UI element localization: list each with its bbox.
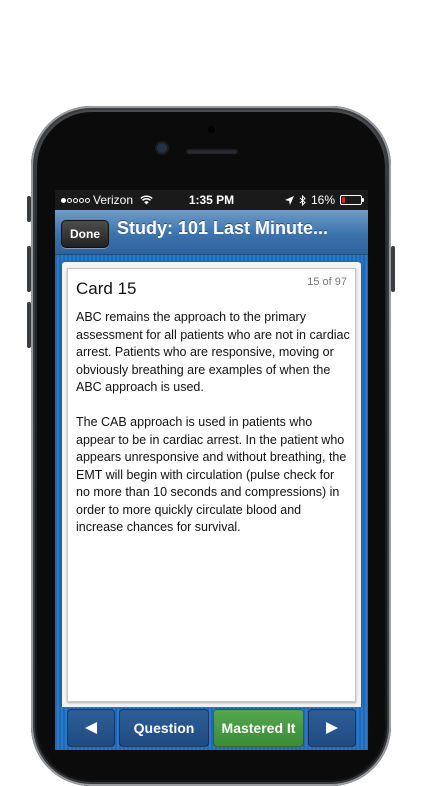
volume-up-button bbox=[27, 246, 31, 292]
left-arrow-icon bbox=[85, 722, 97, 734]
battery-icon bbox=[340, 195, 362, 205]
previous-card-button[interactable] bbox=[67, 709, 115, 747]
next-card-button[interactable] bbox=[308, 709, 356, 747]
mute-switch bbox=[27, 196, 31, 222]
mastered-it-button[interactable]: Mastered It bbox=[213, 709, 304, 747]
bottom-toolbar bbox=[55, 707, 368, 750]
answer-paragraph: ABC remains the approach to the primary assessment for all patients who are not in cardiac arrest. Patients who are responsive, moving or obviously breathing are examples of when the ABC approach is used. bbox=[76, 310, 350, 394]
front-camera bbox=[157, 143, 167, 153]
proximity-sensor bbox=[208, 126, 215, 133]
done-button[interactable]: Done bbox=[61, 220, 109, 248]
right-arrow-icon bbox=[326, 722, 338, 734]
navigation-bar bbox=[55, 210, 368, 255]
earpiece-speaker bbox=[186, 148, 238, 154]
card-title: Card 15 bbox=[76, 279, 137, 298]
status-bar bbox=[55, 190, 368, 210]
app-screen bbox=[55, 190, 368, 750]
card-answer-text bbox=[76, 309, 351, 554]
power-button bbox=[391, 246, 395, 292]
card-counter: 15 of 97 bbox=[307, 276, 347, 288]
carrier-label: Verizon bbox=[93, 193, 134, 207]
bluetooth-icon bbox=[299, 195, 306, 206]
question-button[interactable]: Question bbox=[119, 709, 209, 747]
battery-percent: 16% bbox=[310, 193, 335, 207]
status-time: 1:35 PM bbox=[188, 193, 235, 207]
status-right bbox=[285, 193, 362, 207]
battery-level bbox=[342, 197, 345, 203]
volume-down-button bbox=[27, 302, 31, 348]
flashcard[interactable] bbox=[67, 268, 356, 702]
answer-paragraph: The CAB approach is used in patients who appear to be in cardiac arrest. In the patient who appears unresponsive and without breathing, the EMT will begin with circulation (pulse check for no more than 10 seconds and compressions) in order to more quickly circulate blood and increase chances for survival. bbox=[76, 415, 347, 534]
location-arrow-icon bbox=[285, 196, 294, 205]
page-title: Study: 101 Last Minute... bbox=[117, 218, 329, 238]
